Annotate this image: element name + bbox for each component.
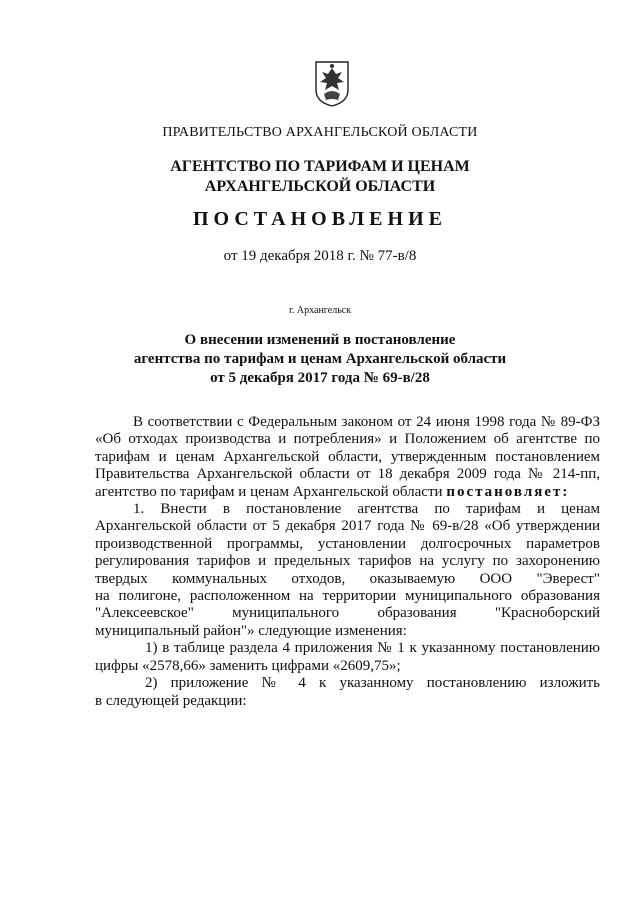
paragraph-item-1-line: Архангельской области от 5 декабря 2017 года № 69-в/28 «Об утверждении <box>95 518 600 535</box>
agency-name <box>0 157 640 197</box>
agency-name-line-1: АГЕНТСТВО ПО ТАРИФАМ И ЦЕНАМ <box>170 158 470 175</box>
paragraph-item-1-line: твердых коммунальных отходов, оказываемую ООО "Эверест" <box>95 570 600 587</box>
paragraph-item-1-line: 1. Внести в постановление агентства по тарифам и ценам <box>133 501 600 518</box>
paragraph-subitem-1-line: 1) в таблице раздела 4 приложения № 1 к указанному постановлению <box>145 640 600 657</box>
document-date-number: от 19 декабря 2018 г. № 77-в/8 <box>223 248 417 264</box>
paragraph-preamble-line: тарифам и ценам Архангельской области, утвержденным постановлением <box>95 448 600 465</box>
paragraph-preamble-line: Правительства Архангельской области от 18 декабря 2009 года № 214-пп, <box>95 466 600 483</box>
subject-line-1: О внесении изменений в постановление <box>184 332 456 348</box>
paragraph-subitem-1-line: цифры «2578,66» заменить цифрами «2609,75»; <box>95 657 401 674</box>
paragraph-preamble-line <box>95 484 600 501</box>
paragraph-subitem-2-line: в следующей редакции: <box>95 692 247 709</box>
agency-name-line-2: АРХАНГЕЛЬСКОЙ ОБЛАСТИ <box>204 178 436 195</box>
paragraph-preamble-line: В соответствии с Федеральным законом от 24 июня 1998 года № 89-ФЗ <box>133 414 600 430</box>
preamble-agency-text: агентство по тарифам и ценам Архангельской области <box>95 483 447 500</box>
document-type: ПОСТАНОВЛЕНИЕ <box>193 208 447 230</box>
paragraph-item-1-line: производственной программы, установлении долгосрочных параметров <box>95 535 600 552</box>
paragraph-item-1-line: регулирования тарифов и предельных тарифов на услугу по захоронению <box>95 553 600 570</box>
document-subject <box>0 331 640 388</box>
paragraph-item-1-line: муниципальный район"» следующие изменения: <box>95 622 407 639</box>
subject-line-2: агентства по тарифам и ценам Архангельской области <box>133 351 507 367</box>
document-body <box>95 414 600 710</box>
document-city: г. Архангельск <box>288 305 352 316</box>
government-name: ПРАВИТЕЛЬСТВО АРХАНГЕЛЬСКОЙ ОБЛАСТИ <box>162 125 478 140</box>
paragraph-subitem-2-line: 2) приложение № 4 к указанному постановлению изложить <box>145 675 600 692</box>
subject-line-3: от 5 декабря 2017 года № 69-в/28 <box>210 370 430 386</box>
coat-of-arms-icon <box>314 60 350 108</box>
decrees-word: постановляет: <box>446 483 570 500</box>
paragraph-item-1-line: на полигоне, расположенном на территории муниципального образования <box>95 588 600 605</box>
paragraph-item-1-line: "Алексеевское" муниципального образования "Красноборский <box>95 605 600 622</box>
paragraph-preamble-line: «Об отходах производства и потребления» и Положением об агентстве по <box>95 431 600 448</box>
